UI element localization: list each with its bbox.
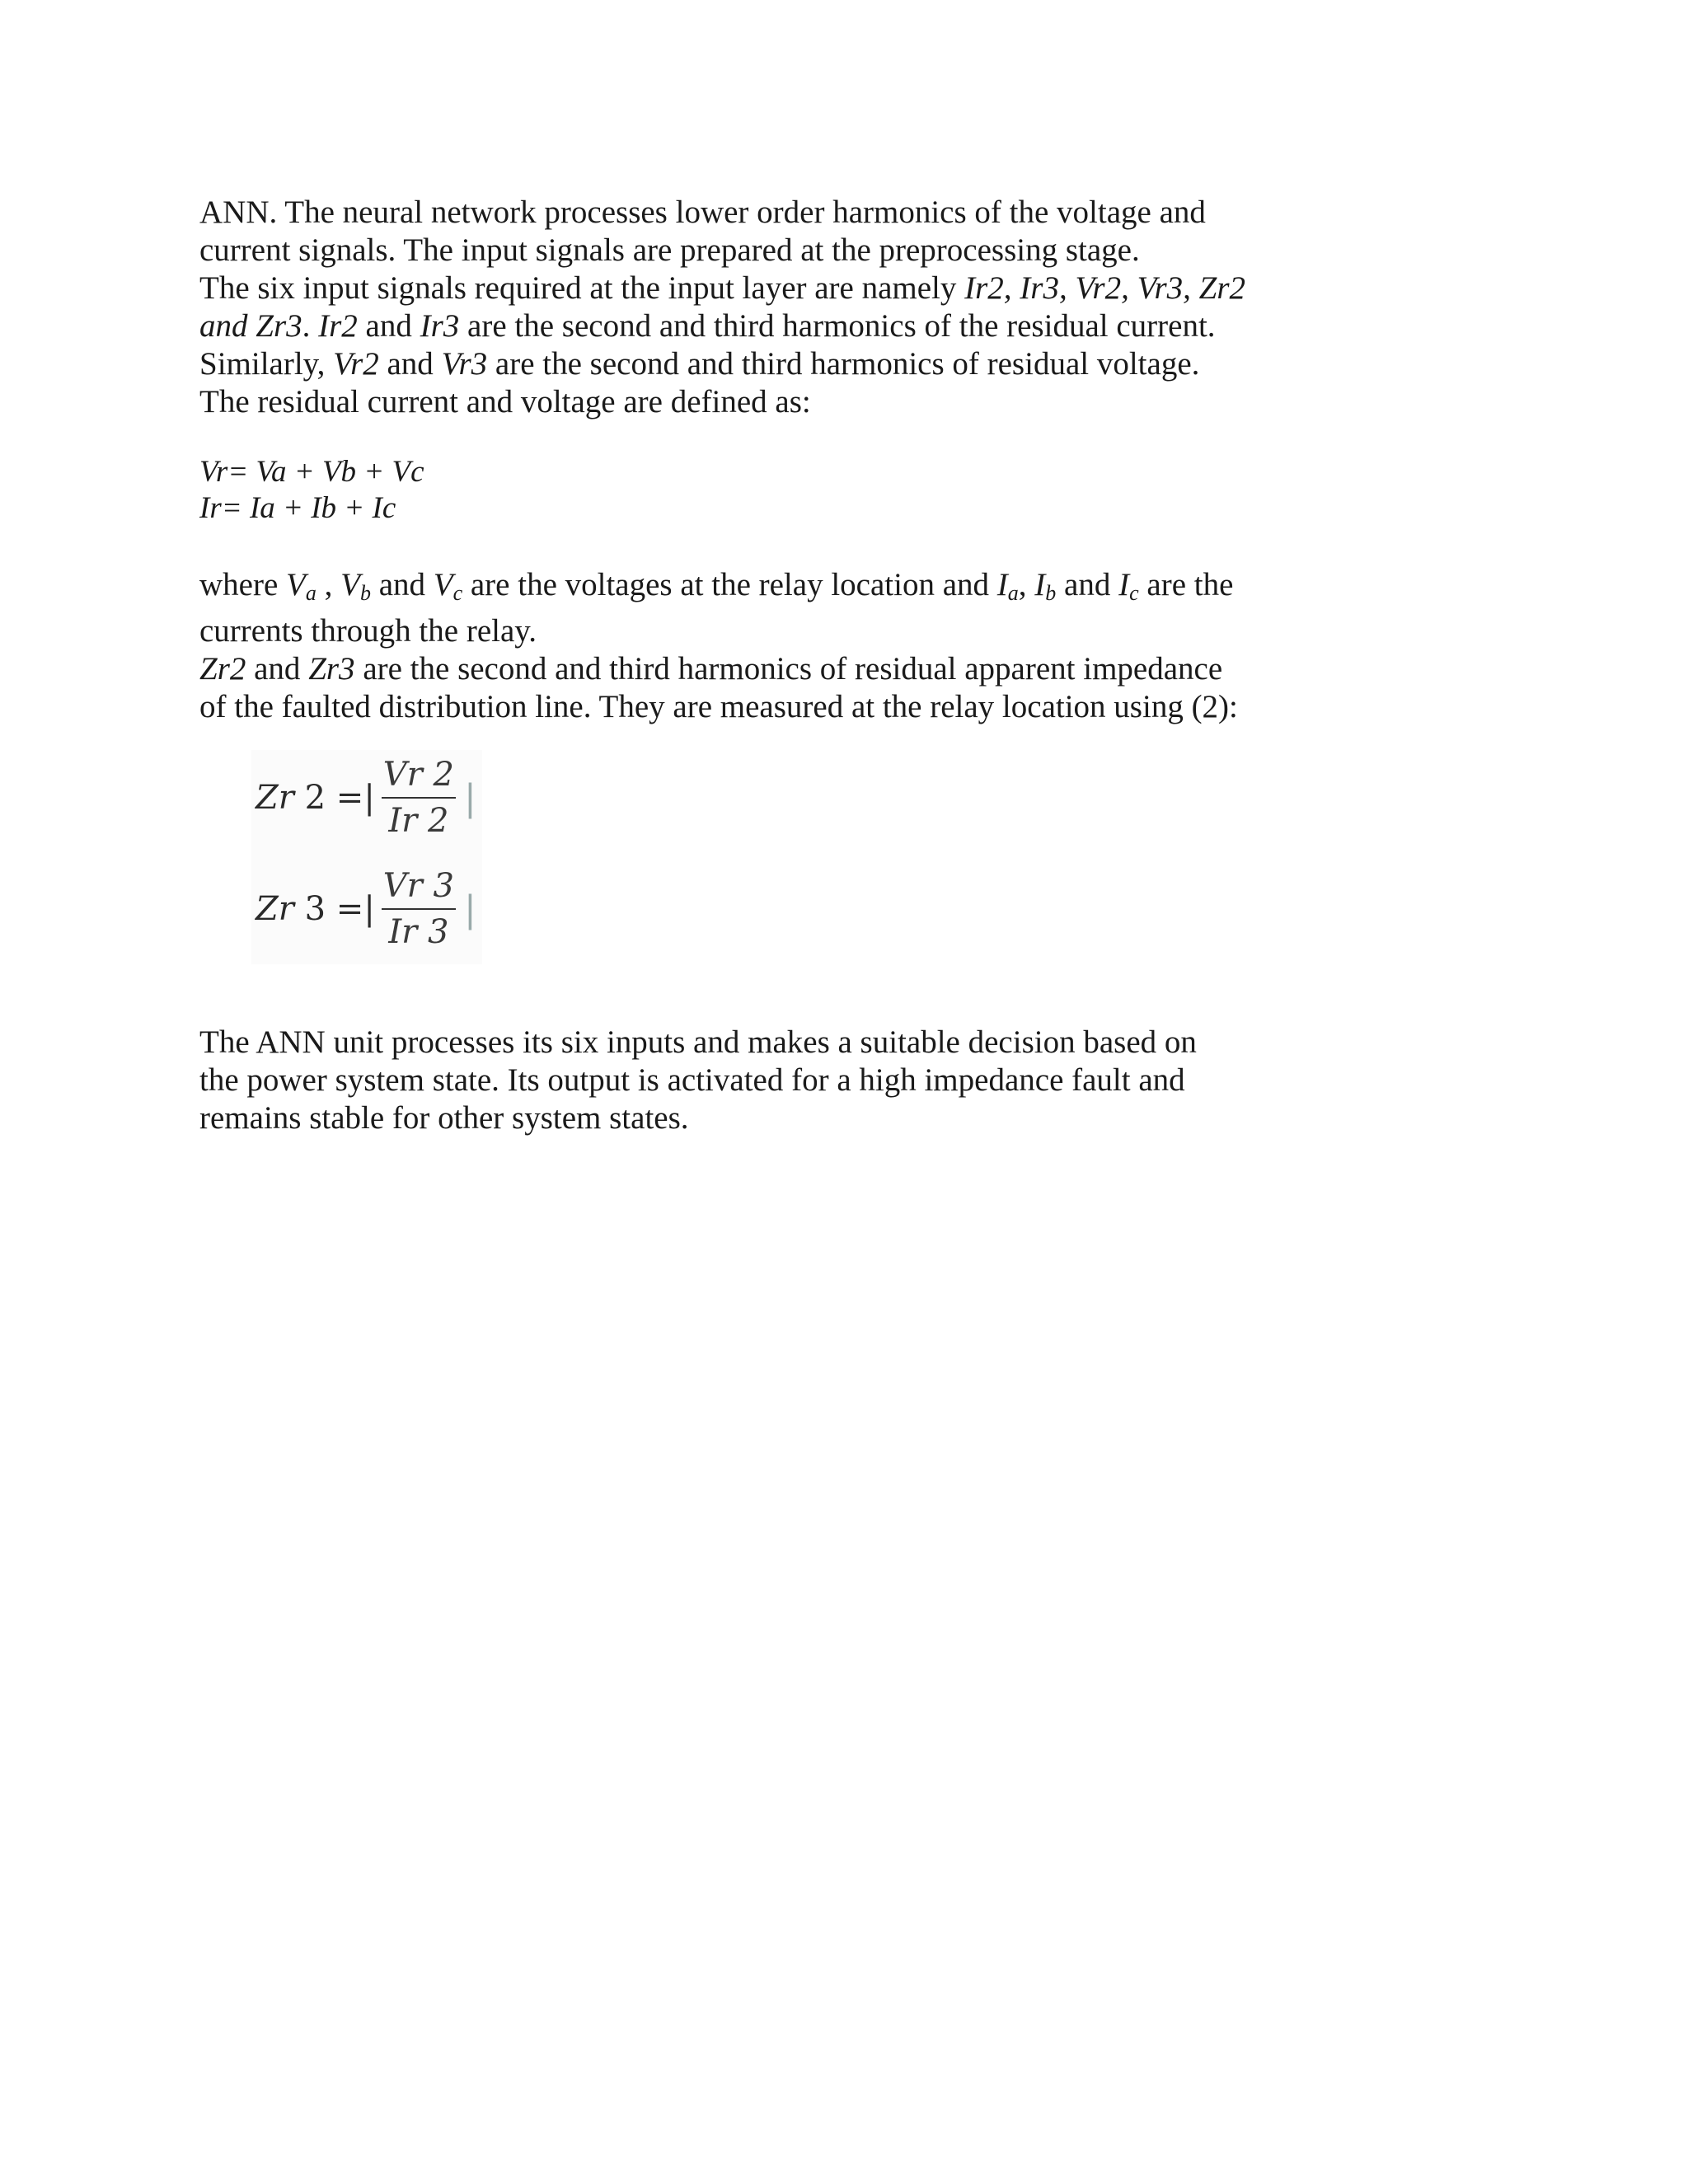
italic-span: and Zr3 <box>199 308 302 344</box>
text-span: are the second and third harmonics of residual voltage. <box>487 346 1200 382</box>
italic-span: Zr2 <box>199 651 246 687</box>
italic-span: V <box>286 567 306 602</box>
text-line: the power system state. Its output is activated for a high impedance fault and <box>199 1062 1185 1098</box>
italic-span: Ir2, Ir3, Vr2, Vr3, Zr2 <box>964 270 1246 306</box>
italic-span: I <box>996 567 1008 602</box>
subscript: c <box>452 581 463 605</box>
equation-vr: Vr= Va + Vb + Vc <box>199 455 424 489</box>
formula-index: 2 =| <box>293 779 375 817</box>
abs-bar: | <box>463 888 476 930</box>
formula-var: Zr <box>256 779 294 817</box>
fraction-rule <box>382 797 456 799</box>
text-line: currents through the relay. <box>199 613 537 649</box>
formula-lhs <box>256 779 375 817</box>
text-line: ANN. The neural network processes lower order harmonics of the voltage and <box>199 194 1206 230</box>
paragraph-impedance <box>199 650 1518 726</box>
italic-span: Vr2 <box>333 346 379 382</box>
formula-var: Zr <box>256 890 294 928</box>
text-span: Similarly, <box>199 346 334 382</box>
italic-span: Vr3 <box>441 346 488 382</box>
subscript: b <box>1045 581 1057 605</box>
fraction-numerator: Vr 2 <box>382 756 454 794</box>
fraction-denominator: Ir 2 <box>388 802 449 840</box>
paragraph-ann-output <box>199 1024 1518 1137</box>
subscript: a <box>305 581 316 605</box>
text-line: of the faulted distribution line. They are measured at the relay location using (2): <box>199 689 1238 724</box>
fraction-rule <box>382 908 456 910</box>
text-line <box>199 345 1518 383</box>
fraction-numerator: Vr 3 <box>382 867 454 905</box>
fraction <box>378 754 459 841</box>
formula-zr3 <box>256 865 476 953</box>
abs-bar: | <box>463 776 476 819</box>
text-line: The ANN unit processes its six inputs and makes a suitable decision based on <box>199 1024 1197 1060</box>
text-span: The six input signals required at the input layer are namely <box>199 270 965 306</box>
text-line <box>199 566 1518 612</box>
formula-lhs <box>256 890 375 928</box>
text-span: and <box>357 308 420 344</box>
text-line: The residual current and voltage are defined as: <box>199 384 811 419</box>
text-span: and <box>246 651 309 687</box>
text-span: and <box>1056 567 1119 602</box>
paragraph-where <box>199 566 1518 650</box>
residual-equations <box>199 454 1518 527</box>
formula-zr2 <box>256 754 476 841</box>
text-span: , <box>316 567 341 602</box>
subscript: b <box>359 581 371 605</box>
subscript: c <box>1129 581 1139 605</box>
text-span: are the second and third harmonics of the residual current. <box>459 308 1216 344</box>
italic-span: Ir3 <box>420 308 460 344</box>
text-span: are the second and third harmonics of residual apparent impedance <box>354 651 1223 687</box>
text-span: , <box>1018 567 1035 602</box>
fraction <box>378 865 459 953</box>
subscript: a <box>1007 581 1019 605</box>
italic-span: Zr3 <box>308 651 355 687</box>
italic-span: V <box>340 567 360 602</box>
italic-span: V <box>433 567 453 602</box>
formula-index: 3 =| <box>293 890 375 928</box>
paragraph-ann-intro <box>199 194 1518 269</box>
text-line: remains stable for other system states. <box>199 1100 689 1136</box>
text-line <box>199 269 1518 307</box>
italic-span: Ir2 <box>318 308 358 344</box>
text-line: current signals. The input signals are prepared at the preprocessing stage. <box>199 232 1140 268</box>
text-span: . <box>302 308 319 344</box>
italic-span: I <box>1118 567 1130 602</box>
text-span: and <box>370 567 434 602</box>
equation-ir: Ir= Ia + Ib + Ic <box>199 491 396 525</box>
text-span: where <box>199 567 287 602</box>
text-line <box>199 307 1518 345</box>
fraction-denominator: Ir 3 <box>388 913 449 951</box>
text-span: are the voltages at the relay location and <box>462 567 997 602</box>
text-line <box>199 650 1518 688</box>
italic-span: I <box>1034 567 1046 602</box>
text-span: are the <box>1138 567 1234 602</box>
paragraph-input-signals <box>199 269 1518 421</box>
text-span: and <box>378 346 442 382</box>
document-body <box>199 194 1518 726</box>
